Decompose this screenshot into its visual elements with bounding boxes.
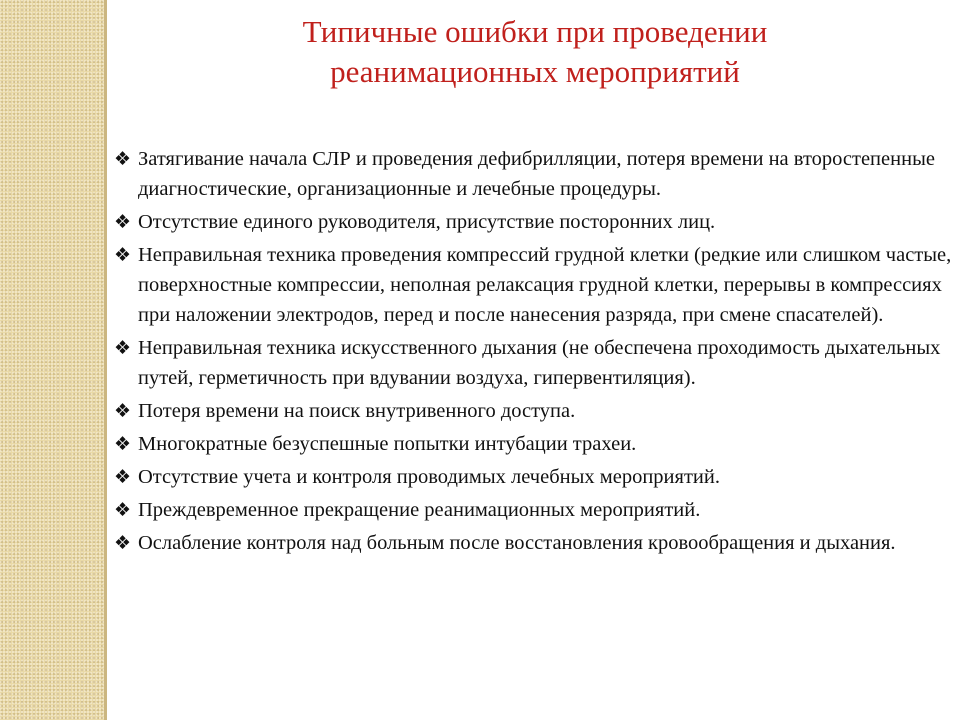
list-item [114,333,954,393]
diamond-bullet-icon: ❖ [114,433,132,455]
list-item-text: Ослабление контроля над больным после восстановления кровообращения и дыхания. [138,532,896,554]
list-item [114,462,954,492]
diamond-bullet-icon: ❖ [114,400,132,422]
diamond-bullet-icon: ❖ [114,211,132,233]
list-item [114,528,954,558]
list-item [114,207,954,237]
list-item-text: Отсутствие единого руководителя, присутствие посторонних лиц. [138,211,716,233]
diamond-bullet-icon: ❖ [114,148,132,170]
list-item [114,396,954,426]
slide-title [150,12,920,92]
list-item-text: Потеря времени на поиск внутривенного доступа. [138,400,576,422]
list-item [114,144,954,204]
list-item [114,429,954,459]
list-item-text: Многократные безуспешные попытки интубации трахеи. [138,433,637,455]
side-band-edge [104,0,107,720]
list-item [114,240,954,330]
list-item-text: Затягивание начала СЛР и проведения дефибрилляции, потеря времени на второстепенные диагностические, организационные и лечебные процедуры. [138,148,935,200]
list-item [114,495,954,525]
decorative-side-band [0,0,104,720]
diamond-bullet-icon: ❖ [114,337,132,359]
list-item-text: Преждевременное прекращение реанимационных мероприятий. [138,499,701,521]
diamond-bullet-icon: ❖ [114,466,132,488]
slide-title-line-2: реанимационных мероприятий [330,54,740,89]
diamond-bullet-icon: ❖ [114,244,132,266]
diamond-bullet-icon: ❖ [114,499,132,521]
errors-list [114,144,954,561]
list-item-text: Неправильная техника искусственного дыхания (не обеспечена проходимость дыхательных путей, герметичность при вдувании воздуха, гипервентиляция). [138,337,941,389]
list-item-text: Неправильная техника проведения компрессий грудной клетки (редкие или слишком частые, поверхностные компрессии, неполная релаксация грудной клетки, перерывы в компрессиях при наложении электродов, перед и после нанесения разряда, при смене спасателей). [138,244,952,326]
diamond-bullet-icon: ❖ [114,532,132,554]
slide-title-line-1: Типичные ошибки при проведении [302,14,768,49]
list-item-text: Отсутствие учета и контроля проводимых лечебных мероприятий. [138,466,720,488]
